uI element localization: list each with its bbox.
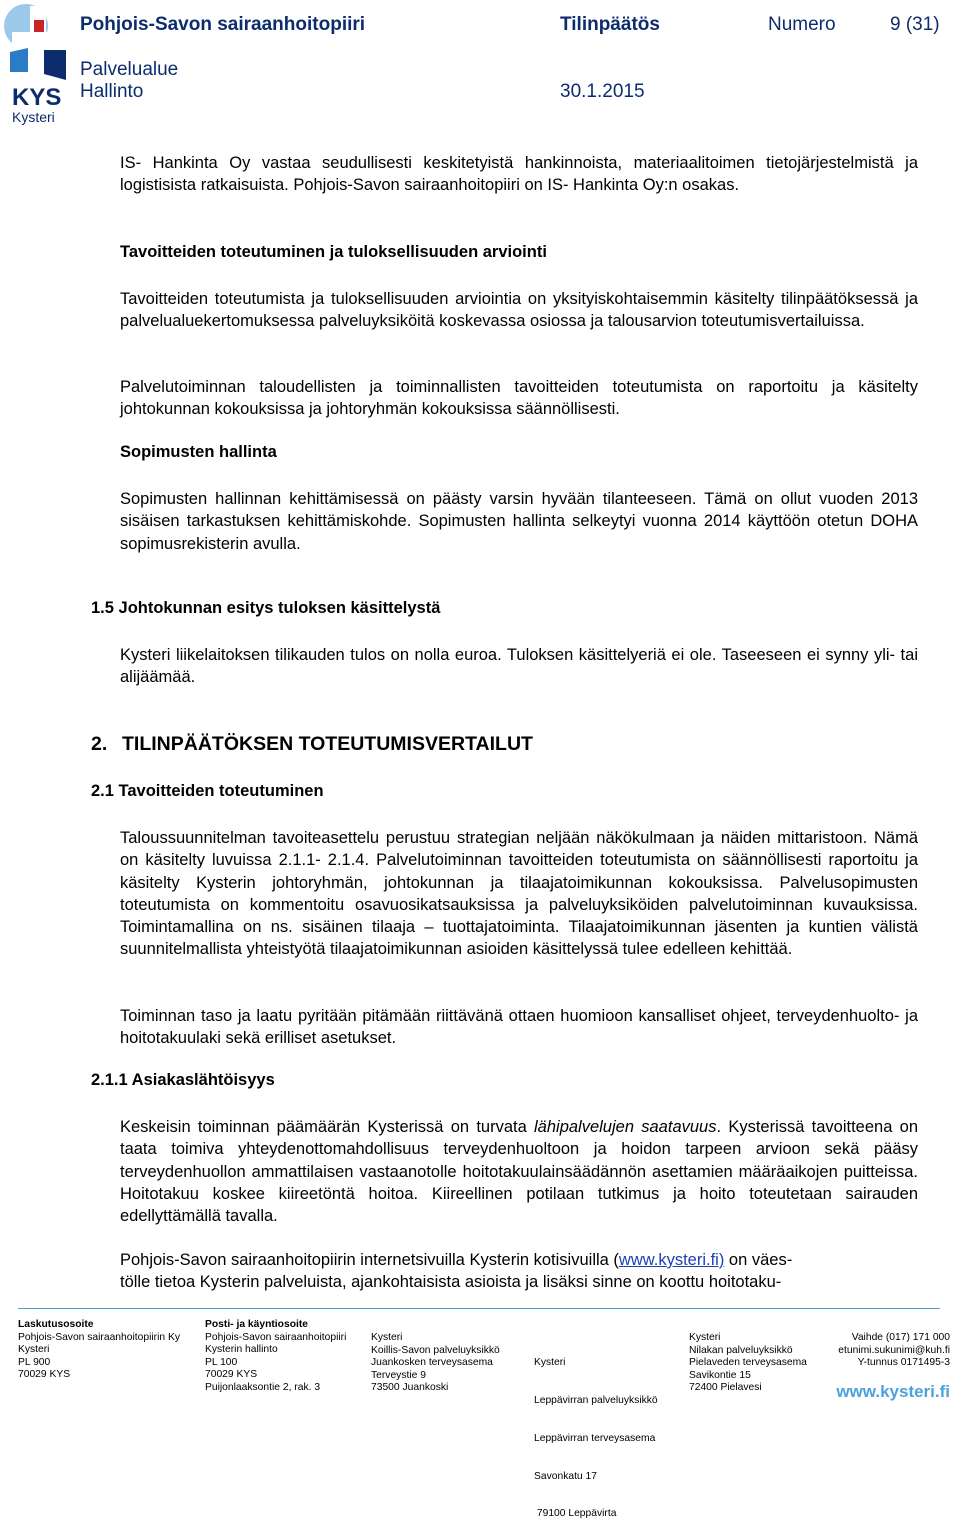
heading-tavoitteet: Tavoitteiden toteutuminen ja tuloksellisuuden arviointi (120, 243, 547, 261)
paragraph-tavoitteet-1: Tavoitteiden toteutumista ja tuloksellisuuden arviointia on yksityiskohtaisemmin käsitelty tilinpäätöksessä ja palvelualuekertomuksessa palveluyksiköitä koskevassa osiossa ja talousarvion toteutumisvertailuissa. (120, 290, 918, 331)
footer-postal-line: PL 100 (205, 1356, 238, 1368)
logo-main-text: KYS (12, 84, 62, 111)
footer-phone: Vaihde (017) 171 000 (851, 1332, 950, 1343)
heading-sopimukset: Sopimusten hallinta (120, 443, 277, 461)
paragraph-web-line-2: tölle tietoa Kysterin palveluista, ajankohtaisista asioista ja lisäksi sinne on koottu hoitotaku- (120, 1273, 782, 1292)
paragraph-web-post: on väes- (724, 1251, 793, 1269)
footer-address-line: Juankosken terveysasema (371, 1357, 493, 1369)
paragraph-tavoitteet-2: Palvelutoiminnan taloudellisten ja toiminnallisten tavoitteiden toteutumista on raportoitu ja käsitelty johtokunnan kokouksissa ja johtoryhmän kokouksissa säännöllisesti. (120, 378, 918, 419)
footer-address-line: Savikontie 15 (689, 1369, 751, 1381)
footer-address-line: Savonkatu 17 (534, 1470, 597, 1482)
footer-email[interactable]: etunimi.sukunimi@kuh.fi (838, 1344, 950, 1356)
footer-postal-address (205, 1319, 346, 1395)
header-org: Pohjois-Savon sairaanhoitopiiri (80, 14, 366, 35)
footer-website[interactable]: www.kysteri.fi (836, 1382, 950, 1401)
footer-billing-line: Kysteri (18, 1344, 50, 1356)
paragraph-1-5: Kysteri liikelaitoksen tilikauden tulos on nolla euroa. Tuloksen käsittelyeriä ei ole. Taseeseen ei synny yli- tai alijäämää. (120, 646, 918, 687)
footer-address-line: Leppävirran palveluyksikkö (534, 1394, 658, 1406)
kysteri-website-link[interactable]: www.kysteri.fi) (618, 1251, 725, 1269)
footer-address-line: 79100 Leppävirta (534, 1508, 617, 1520)
paragraph-2-1-a: Taloussuunnitelman tavoiteasettelu perustuu strategian neljään näkökulmaan ja näiden mittaristoon. Nämä on käsitelty luvuissa 2.1.1- 2.1.4. Palvelutoiminnan tavoitteiden toteutumista on säännöllisesti raportoitu ja käsitelty Kysterin johtoryhmän, johtokunnan ja tilaajatoimikunnan kokouksissa. Palvelusopimusten toteutumista on kommentoitu osavuosikatsauksissa ja palveluyksiköiden palvelutoiminnan kuvauksissa. Toimintamallina on ns. sisäinen tilaaja – tuottajatoiminta. Tilaajatoimikunnan jäsenten ja kuntien välistä suunnitelmallista yhteistyötä tilaajatoimikunnan asioiden käsittelyssä tulee edelleen kehittää. (120, 829, 918, 959)
paragraph-2-1-1-post: . Kysterissä tavoitteena on taata toimiva yhteydenottomahdollisuus terveydenhuoltoon ja hoidon tarpeen arvioon sekä pääsy terveydenhuollon ammattilaisen vastaanotolle hoitotakuulainsäädännön asettamien määräaikojen puitteissa. Hoitotakuu koskee kiireetöntä hoitoa. Kiireellinen potilaan tutkimus ja hoito toteutetaan sairauden edellyttämällä tavalla. (120, 1118, 918, 1226)
footer-billing-line: Pohjois-Savon sairaanhoitopiirin Ky (18, 1331, 180, 1343)
footer-address-line: Leppävirran terveysasema (534, 1432, 656, 1444)
header-doc-type: Tilinpäätös (560, 14, 660, 35)
heading-2-1: 2.1 Tavoitteiden toteutuminen (91, 782, 324, 800)
footer-billing-line: 70029 KYS (18, 1369, 71, 1381)
footer-pielavesi-address (689, 1332, 807, 1395)
header-page-number: 9 (31) (890, 14, 940, 35)
footer-address-line: 72400 Pielavesi (689, 1382, 762, 1394)
paragraph-sopimukset: Sopimusten hallinnan kehittämisessä on päästy varsin hyvään tilanteeseen. Tämä on ollut vuoden 2013 sisäisen tarkastuksen kehittämiskohde. Sopimusten hallinta selkeytyi vuonna 2014 käyttöön otetun DOHA sopimusrekisterin avulla. (120, 490, 918, 553)
footer-address-line: Nilakan palveluyksikkö (689, 1344, 793, 1356)
footer-billing-address (18, 1319, 180, 1382)
paragraph-2-1-1-emphasis: lähipalvelujen saatavuus (534, 1118, 717, 1136)
paragraph-web-pre: Pohjois-Savon sairaanhoitopiirin internetsivuilla Kysterin kotisivuilla ( (120, 1251, 619, 1269)
footer-address-line: 73500 Juankoski (371, 1382, 449, 1394)
header-number-label: Numero (768, 14, 836, 35)
paragraph-web (120, 1249, 918, 1294)
footer-postal-title: Posti- ja käyntiosoite (205, 1319, 308, 1330)
footer-postal-line: Kysterin hallinto (205, 1344, 278, 1356)
footer-contact (838, 1332, 950, 1370)
heading-2-number: 2. (91, 733, 108, 755)
footer-billing-line: PL 900 (18, 1356, 51, 1368)
footer-business-id: Y-tunnus 0171495-3 (857, 1357, 950, 1369)
kys-logo (0, 0, 70, 126)
paragraph-2-1-b: Toiminnan taso ja laatu pyritään pitämään riittävänä ottaen huomioon kansalliset ohjeet, terveydenhuolto- ja hoitotakuulaki sekä erilliset asetukset. (120, 1007, 918, 1048)
footer-address-line: Kysteri (689, 1332, 721, 1343)
footer-juankoski-address (371, 1332, 500, 1395)
heading-2-1-1: 2.1.1 Asiakaslähtöisyys (91, 1071, 275, 1089)
header-date: 30.1.2015 (560, 81, 645, 102)
footer-address-line: Kysteri (534, 1357, 566, 1369)
footer-divider (18, 1308, 940, 1309)
header-unit: Hallinto (80, 81, 144, 102)
heading-2: TILINPÄÄTÖKSEN TOTEUTUMISVERTAILUT (122, 733, 533, 755)
footer-postal-line: Pohjois-Savon sairaanhoitopiiri (205, 1331, 347, 1343)
footer-address-line: Kysteri (371, 1332, 403, 1343)
kys-cross-logo-icon (0, 0, 70, 88)
footer-postal-line: Puijonlaaksontie 2, rak. 3 (205, 1381, 321, 1393)
footer-leppavirta-address (534, 1332, 658, 1534)
heading-1-5: 1.5 Johtokunnan esitys tuloksen käsittelystä (91, 599, 441, 617)
paragraph-2-1-1-pre: Keskeisin toiminnan päämäärän Kysterissä on turvata (120, 1118, 535, 1136)
logo-sub-text: Kysteri (12, 109, 55, 125)
paragraph-intro: IS- Hankinta Oy vastaa seudullisesti keskitetyistä hankinnoista, materiaalitoimen tietojärjestelmistä ja logistisista ratkaisuista. Pohjois-Savon sairaanhoitopiiri on IS- Hankinta Oy:n osakas. (120, 154, 918, 195)
footer-billing-title: Laskutusosoite (18, 1319, 94, 1330)
footer-postal-line: 70029 KYS (205, 1369, 258, 1381)
paragraph-2-1-1 (120, 1116, 918, 1227)
footer-address-line: Koillis-Savon palveluyksikkö (371, 1344, 500, 1356)
footer-address-line: Pielaveden terveysasema (689, 1357, 807, 1369)
footer-address-line: Terveystie 9 (371, 1369, 426, 1381)
header-unit-label: Palvelualue (80, 59, 179, 80)
paragraph-web-line-1 (120, 1249, 918, 1271)
